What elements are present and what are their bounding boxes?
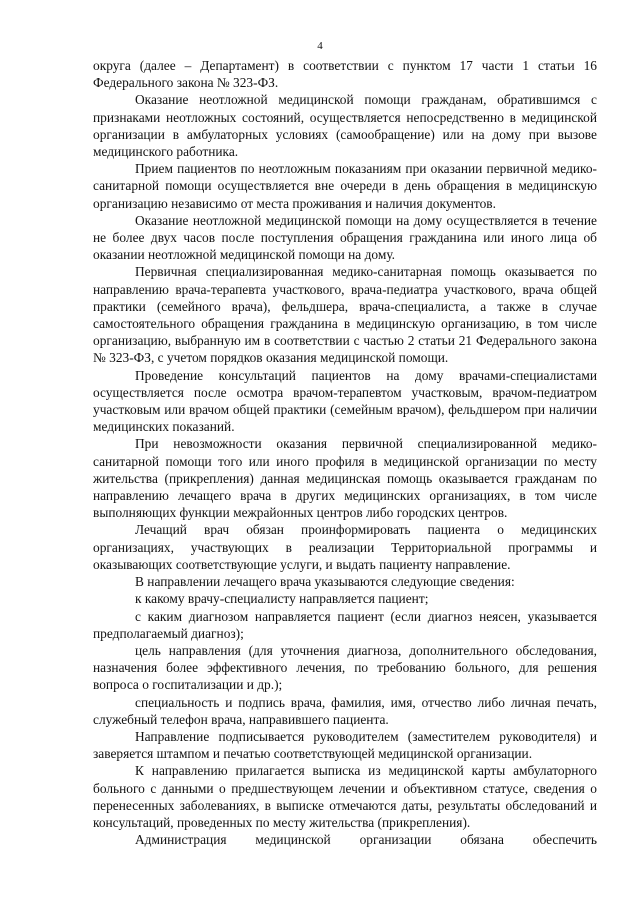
page-number: 4 bbox=[317, 40, 323, 52]
list-item-specialist: к какому врачу-специалисту направляется пациент; bbox=[135, 591, 429, 607]
paragraph-attending-physician: Лечащий врач обязан проинформировать пациента о медицинских организациях, участвующих в реализации Территориальной программы и оказывающих соответствующие услуги, и выдать пациенту направление. bbox=[93, 522, 597, 572]
body-text bbox=[93, 57, 597, 848]
paragraph-administration: Администрация медицинской организации обязана обеспечить bbox=[135, 832, 597, 848]
list-item-purpose: цель направления (для уточнения диагноза, дополнительного обследования, назначения более эффективного лечения, по требованию больного, для решения вопроса о госпитализации и др.); bbox=[93, 642, 597, 693]
paragraph-continuation: округа (далее – Департамент) в соответствии с пунктом 17 части 1 статьи 16 Федерального закона № 323-ФЗ. bbox=[93, 58, 597, 91]
paragraph-specialized-care: Первичная специализированная медико-санитарная помощь оказывается по направлению врача-терапевта участкового, врача-педиатра участкового, врача общей практики (семейного врача), фельдшера, врача-специалиста, а также в случае самостоятельного обращения гражданина в медицинскую организацию, в том числе организацию, выбранную им в соответствии с частью 2 статьи 21 Федерального закона № 323-ФЗ, с учетом порядков оказания медицинской помощи. bbox=[93, 264, 597, 366]
paragraph-referral-other-organizations: При невозможности оказания первичной специализированной медико-санитарной помощи того или иного профиля в медицинской организации по месту жительства (прикрепления) данная медицинская помощь оказывается гражданам по направлению лечащего врача в других медицинских организациях, в том числе выполняющих функции межрайонных центров либо городских центров. bbox=[93, 436, 597, 521]
list-item-diagnosis: с каким диагнозом направляется пациент (если диагноз неясен, указывается предполагаемый диагноз); bbox=[93, 608, 597, 641]
paragraph-referral-signing: Направление подписывается руководителем (заместителем руководителя) и заверяется штампом и печатью соответствующей медицинской организации. bbox=[93, 728, 597, 762]
paragraph-referral-attachment: К направлению прилагается выписка из медицинской карты амбулаторного больного с данными о предшествующем лечении и объективном статусе, сведения о перенесенных заболеваниях, в выписке отмечаются даты, результаты обследований и консультаций, проведенных по месту жительства (прикрепления). bbox=[93, 763, 597, 830]
paragraph-referral-details: В направлении лечащего врача указываются следующие сведения: bbox=[135, 574, 515, 590]
paragraph-home-urgent-care: Оказание неотложной медицинской помощи на дому осуществляется в течение не более двух часов после поступления обращения гражданина или иного лица об оказании неотложной медицинской помощи на дому. bbox=[93, 212, 597, 263]
paragraph-home-consultations: Проведение консультаций пациентов на дому врачами-специалистами осуществляется после осмотра врачом-терапевтом участковым, врачом-педиатром участковым или врачом общей практики (семейным врачом), фельдшером при наличии медицинских показаний. bbox=[93, 367, 597, 435]
paragraph-urgent-admission: Прием пациентов по неотложным показаниям при оказании первичной медико-санитарной помощи осуществляется вне очереди в день обращения в медицинскую организацию независимо от места проживания и наличия документов. bbox=[93, 161, 597, 211]
paragraph-urgent-care: Оказание неотложной медицинской помощи гражданам, обратившимся с признаками неотложных состояний, осуществляется непосредственно в медицинской организации в амбулаторных условиях (самообращение) или на дому при вызове медицинского работника. bbox=[93, 92, 597, 160]
list-item-signature: специальность и подпись врача, фамилия, имя, отчество либо личная печать, служебный телефон врача, направившего пациента. bbox=[93, 694, 597, 727]
